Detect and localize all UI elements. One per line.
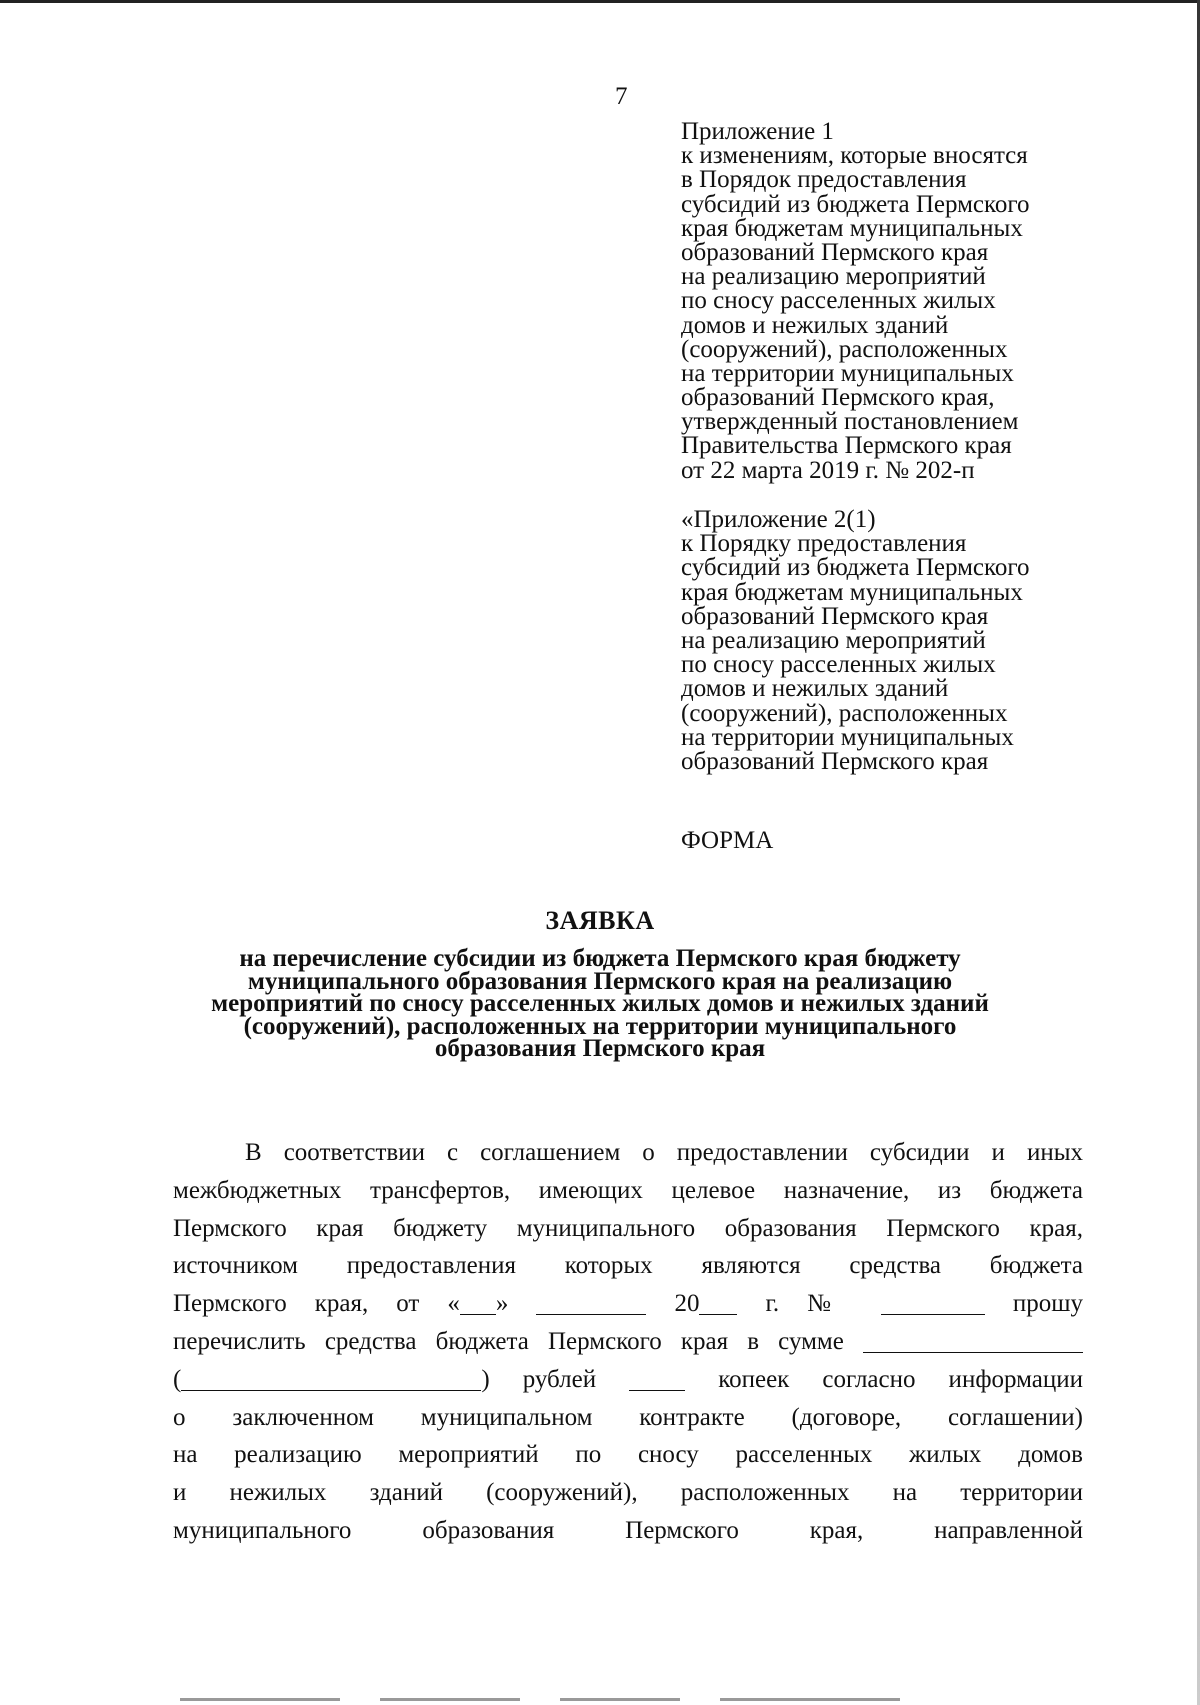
appendix-2-line: на территории муниципальных	[681, 723, 1014, 751]
appendix-1-line: на территории муниципальных	[681, 359, 1014, 387]
appendix-1-line: (сооружений), расположенных	[681, 335, 1008, 363]
appendix-2-line: к Порядку предоставления	[681, 530, 967, 558]
appendix-1-header	[681, 120, 1101, 483]
body-paragraph	[173, 1134, 1083, 1550]
appendix-1-line: в Порядок предоставления	[681, 166, 967, 194]
sum-blank	[863, 1328, 1083, 1353]
subtitle-line: муниципального образования Пермского края на реализацию	[247, 967, 953, 995]
appendix-1-line: образований Пермского края	[681, 238, 989, 266]
body-line-with-date-blanks	[173, 1285, 1083, 1323]
body-line-with-amount-blanks	[173, 1361, 1083, 1399]
subtitle-line: мероприятий по сносу расселенных жилых домов и нежилых зданий	[211, 990, 989, 1017]
document-title: ЗАЯВКА	[545, 906, 655, 935]
body-line: муниципального образования Пермского края, направленной	[173, 1516, 1083, 1544]
body-text-fragment: »	[495, 1290, 509, 1318]
scan-artifact-line	[720, 1698, 900, 1701]
form-label: ФОРМА	[681, 827, 774, 854]
month-blank	[536, 1290, 646, 1315]
scan-edge-top	[0, 0, 1200, 3]
body-line: Пермского края бюджету муниципального образования Пермского края,	[173, 1214, 1083, 1242]
appendix-1-line: края бюджетам муниципальных	[681, 214, 1023, 242]
appendix-1-line: домов и нежилых зданий	[681, 311, 949, 339]
body-line: межбюджетных трансфертов, имеющих целевое назначение, из бюджета	[173, 1176, 1083, 1204]
body-line: о заключенном муниципальном контракте (договоре, соглашении)	[173, 1403, 1083, 1431]
body-line: источником предоставления которых являются средства бюджета	[173, 1252, 1083, 1280]
appendix-2-line: образований Пермского края	[681, 602, 989, 630]
subtitle-line: на перечисление субсидии из бюджета Пермского края бюджету	[239, 945, 961, 972]
body-text-fragment: ) рублей	[481, 1365, 597, 1393]
scan-artifact-line	[180, 1698, 340, 1701]
subtitle-line: образования Пермского края	[434, 1035, 766, 1062]
appendix-2-line: «Приложение 2(1)	[681, 506, 876, 533]
body-text-fragment: копеек согласно информации	[718, 1365, 1084, 1393]
scan-artifact-line	[380, 1698, 520, 1701]
appendix-2-line: края бюджетам муниципальных	[681, 578, 1023, 606]
appendix-2-line: по сносу расселенных жилых	[681, 651, 996, 679]
body-text-fragment: 20	[674, 1290, 700, 1318]
appendix-1-line: Правительства Пермского края	[681, 432, 1012, 460]
body-text-fragment: перечислить средства бюджета Пермского края в сумме	[173, 1327, 844, 1355]
page-number: 7	[615, 83, 628, 110]
scan-artifact-line	[560, 1698, 680, 1701]
body-text-fragment: Пермского края, от «	[173, 1290, 460, 1318]
appendix-1-line: Приложение 1	[681, 118, 834, 145]
body-line: В соответствии с соглашением о предоставлении субсидии и иных	[245, 1139, 1083, 1166]
day-blank	[460, 1290, 496, 1315]
body-text-fragment: прошу	[1012, 1290, 1084, 1318]
document-subtitle	[120, 945, 1080, 1062]
appendix-2-line: домов и нежилых зданий	[681, 675, 949, 703]
appendix-1-line: на реализацию мероприятий	[681, 263, 986, 291]
appendix-1-line: к изменениям, которые вносятся	[681, 142, 1028, 170]
appendix-1-line: субсидий из бюджета Пермского	[681, 190, 1030, 218]
appendix-1-line: образований Пермского края,	[681, 384, 995, 412]
appendix-2-line: (сооружений), расположенных	[681, 699, 1008, 727]
number-blank	[881, 1290, 985, 1315]
body-text-fragment: (	[173, 1365, 182, 1393]
appendix-1-line: по сносу расселенных жилых	[681, 287, 996, 315]
subtitle-line: (сооружений), расположенных на территории муниципального	[243, 1012, 957, 1040]
body-line-with-sum-blank	[173, 1323, 1083, 1361]
appendix-1-line: утвержденный постановлением	[681, 408, 1019, 436]
appendix-1-line: от 22 марта 2019 г. № 202-п	[681, 456, 975, 484]
year-blank	[699, 1290, 737, 1315]
appendix-2-header	[681, 508, 1101, 774]
amount-in-words-blank	[181, 1366, 481, 1391]
kopecks-blank	[629, 1366, 685, 1391]
body-line: на реализацию мероприятий по сносу расселенных жилых домов	[173, 1441, 1083, 1469]
appendix-2-line: образований Пермского края	[681, 747, 989, 775]
appendix-2-line: на реализацию мероприятий	[681, 626, 986, 654]
appendix-2-line: субсидий из бюджета Пермского	[681, 554, 1030, 582]
body-line: и нежилых зданий (сооружений), расположенных на территории	[173, 1479, 1083, 1507]
body-text-fragment: г. №	[765, 1290, 853, 1318]
